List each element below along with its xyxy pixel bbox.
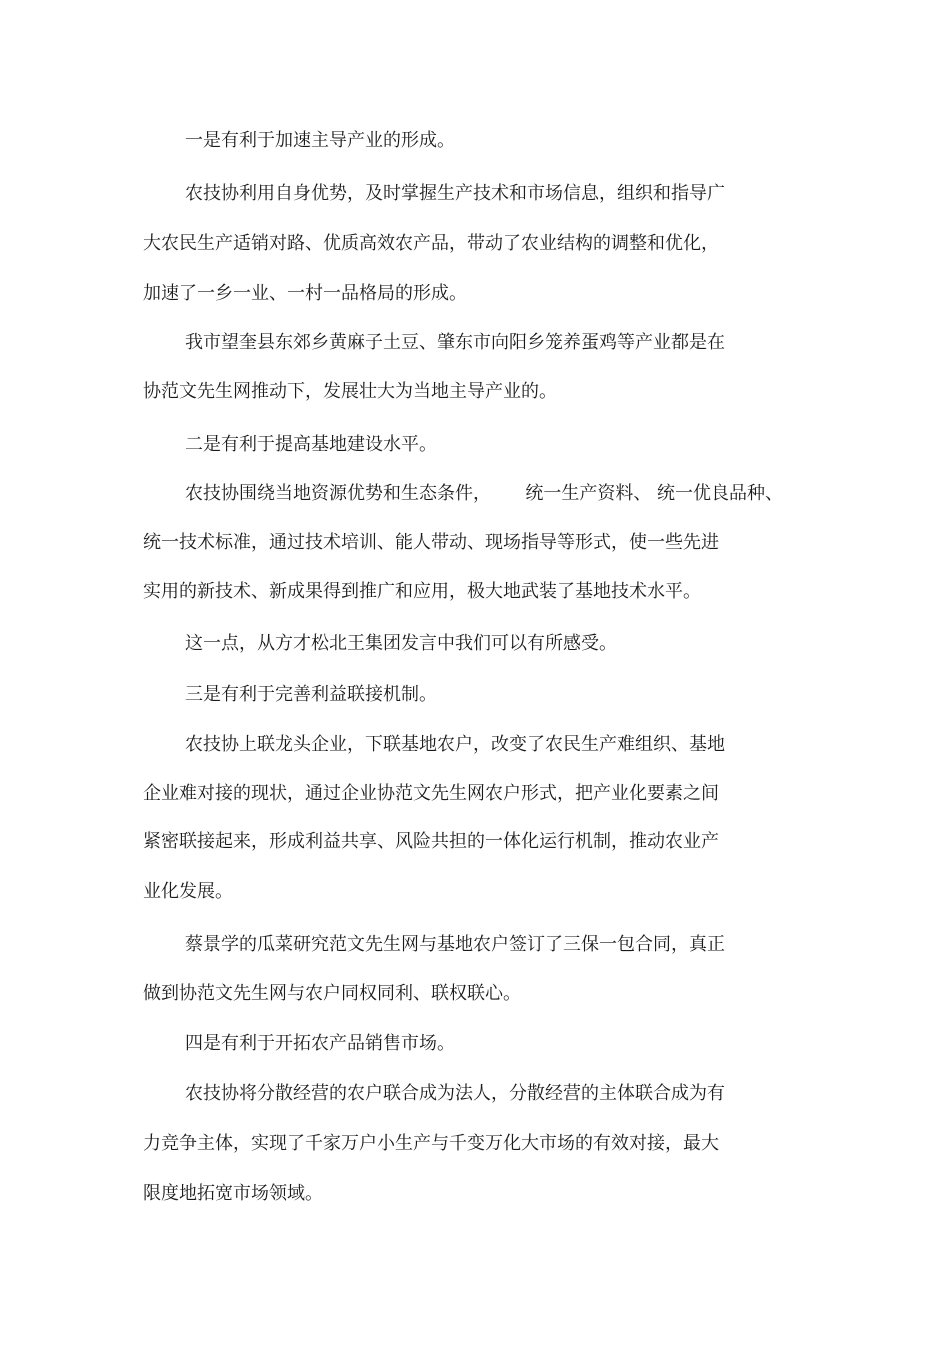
paragraph-line: 农技协将分散经营的农户联合成为法人，分散经营的主体联合成为有 (185, 1083, 725, 1104)
heading-point-three: 三是有利于完善利益联接机制。 (185, 684, 437, 705)
paragraph-line: 大农民生产适销对路、优质高效农产品，带动了农业结构的调整和优化， (143, 233, 719, 254)
paragraph-line: 统一技术标准，通过技术培训、能人带动、现场指导等形式，使一些先进 (143, 532, 719, 553)
paragraph-line: 农技协围绕当地资源优势和生态条件， 统一生产资料、 统一优良品种、 (185, 483, 784, 504)
paragraph-line: 农技协利用自身优势，及时掌握生产技术和市场信息，组织和指导广 (185, 183, 725, 204)
paragraph-line: 加速了一乡一业、一村一品格局的形成。 (143, 283, 467, 304)
paragraph-line: 我市望奎县东郊乡黄麻子土豆、肇东市向阳乡笼养蛋鸡等产业都是在 (185, 332, 725, 353)
paragraph-line: 企业难对接的现状，通过企业协范文先生网农户形式，把产业化要素之间 (143, 783, 719, 804)
paragraph-line: 限度地拓宽市场领域。 (143, 1183, 323, 1204)
paragraph-line: 业化发展。 (143, 881, 233, 902)
paragraph-line: 蔡景学的瓜菜研究范文先生网与基地农户签订了三保一包合同，真正 (185, 934, 725, 955)
paragraph-line: 力竞争主体，实现了千家万户小生产与千变万化大市场的有效对接，最大 (143, 1133, 719, 1154)
paragraph-line: 实用的新技术、新成果得到推广和应用，极大地武装了基地技术水平。 (143, 581, 701, 602)
paragraph-line: 做到协范文先生网与农户同权同利、联权联心。 (143, 983, 521, 1004)
paragraph-line: 农技协上联龙头企业，下联基地农户，改变了农民生产难组织、基地 (185, 734, 725, 755)
paragraph-line: 协范文先生网推动下，发展壮大为当地主导产业的。 (143, 381, 557, 402)
heading-point-one: 一是有利于加速主导产业的形成。 (185, 130, 455, 151)
heading-point-two: 二是有利于提高基地建设水平。 (185, 434, 437, 455)
paragraph-line: 这一点，从方才松北王集团发言中我们可以有所感受。 (185, 633, 617, 654)
paragraph-line: 紧密联接起来，形成利益共享、风险共担的一体化运行机制，推动农业产 (143, 831, 719, 852)
heading-point-four: 四是有利于开拓农产品销售市场。 (185, 1033, 455, 1054)
